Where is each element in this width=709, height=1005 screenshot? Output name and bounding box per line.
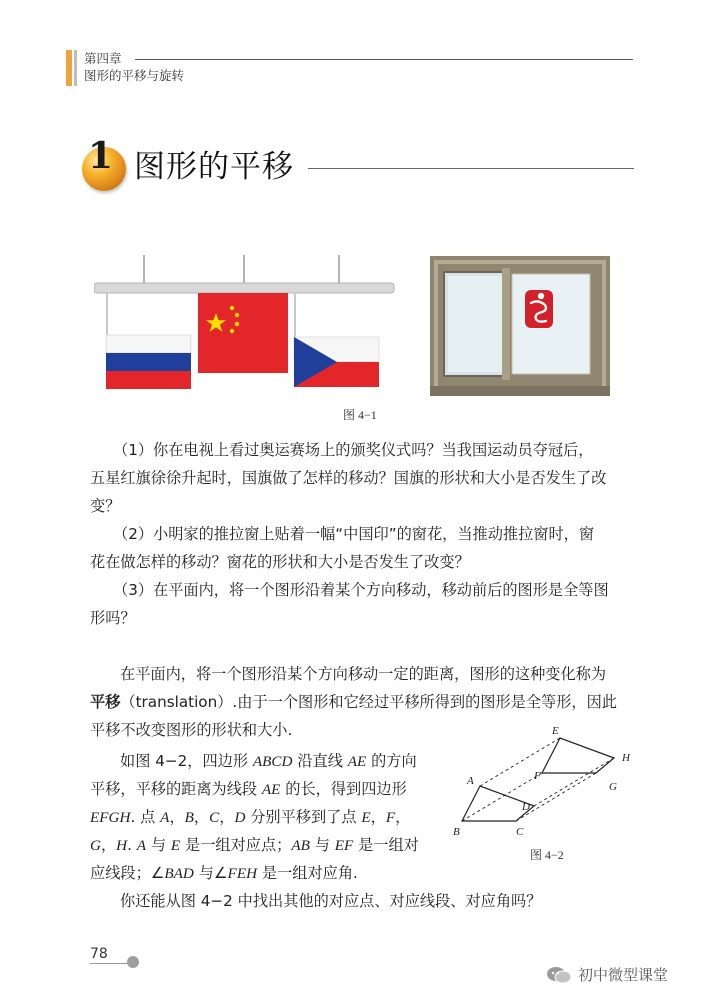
example-question: 你还能从图 4−2 中找出其他的对应点、对应线段、对应角吗？ [120, 892, 542, 910]
term-translation: 平移 [90, 693, 121, 711]
figure-4-2-caption: 图 4−2 [530, 848, 564, 862]
point-label-d: D [522, 801, 530, 813]
chapter-marker-bar-grey [74, 50, 77, 86]
definition-line-2-rest: 由于一个图形和它经过平移所得到的图形是全等形，因此 [237, 693, 617, 711]
page-number: 78 [90, 946, 108, 962]
china-flag [198, 293, 288, 373]
page-number-rule [90, 963, 130, 964]
example-line-5: 应线段；∠BAD 与∠FEH 是一组对应角. [90, 864, 358, 882]
definition-line-2 [90, 691, 617, 714]
watermark [546, 964, 668, 985]
example-line-1: 如图 4−2，四边形 ABCD 沿直线 AE 的方向 [120, 752, 417, 770]
point-label-c: C [516, 826, 524, 838]
term-translation-english: （translation）. [120, 693, 238, 711]
quadrilateral-efgh [542, 738, 614, 773]
example-line-3: EFGH. 点 A，B，C，D 分别平移到了点 E，F， [90, 808, 411, 826]
section-title: 图形的平移 [134, 149, 294, 185]
point-label-g: G [609, 781, 617, 793]
watermark-text: 初中微型课堂 [578, 966, 669, 984]
chapter-title: 图形的平移与旋转 [84, 68, 185, 83]
point-label-b: B [453, 826, 460, 838]
section-title-rule [308, 168, 634, 169]
point-label-h: H [622, 752, 630, 764]
question-2-line-2: 花在做怎样的移动？窗花的形状和大小是否发生了改变？ [90, 553, 470, 571]
point-label-f: F [534, 770, 541, 782]
example-line-4: G，H. A 与 E 是一组对应点；AB 与 EF 是一组对 [90, 836, 419, 854]
question-1-line-3: 变？ [90, 497, 121, 515]
chapter-header [84, 50, 184, 84]
definition-line-3: 平移不改变图形的形状和大小. [90, 721, 293, 739]
question-1-line-1: （1）你在电视上看过奥运赛场上的颁奖仪式吗？当我国运动员夺冠后， [113, 441, 594, 459]
flags-ceremony-image [94, 255, 396, 395]
china-seal-papercut-icon [525, 290, 553, 328]
question-3-line-1: （3）在平面内，将一个图形沿着某个方向移动，移动前后的图形是全等图 [113, 581, 609, 599]
translation-figure-4-2 [450, 718, 640, 843]
point-label-a: A [467, 775, 474, 787]
point-label-e: E [552, 725, 559, 737]
question-3-line-2: 形吗？ [90, 609, 136, 627]
question-1-line-2: 五星红旗徐徐升起时，国旗做了怎样的移动？国旗的形状和大小是否发生了改 [90, 469, 607, 487]
header-rule [135, 59, 633, 60]
chat-bubbles-icon [546, 965, 572, 985]
chapter-marker-bar [66, 50, 72, 86]
page-number-dot-icon [127, 956, 139, 968]
example-line-2: 平移，平移的距离为线段 AE 的长，得到四边形 [90, 780, 407, 798]
sliding-window-image [430, 256, 610, 396]
figure-4-1-caption: 图 4−1 [343, 408, 377, 422]
section-number: 1 [88, 135, 114, 177]
question-2-line-1: （2）小明家的推拉窗上贴着一幅“中国印”的窗花，当推动推拉窗时，窗 [113, 525, 595, 543]
definition-line-1: 在平面内，将一个图形沿某个方向移动一定的距离，图形的这种变化称为 [120, 665, 606, 683]
chapter-label: 第四章 [84, 51, 122, 66]
